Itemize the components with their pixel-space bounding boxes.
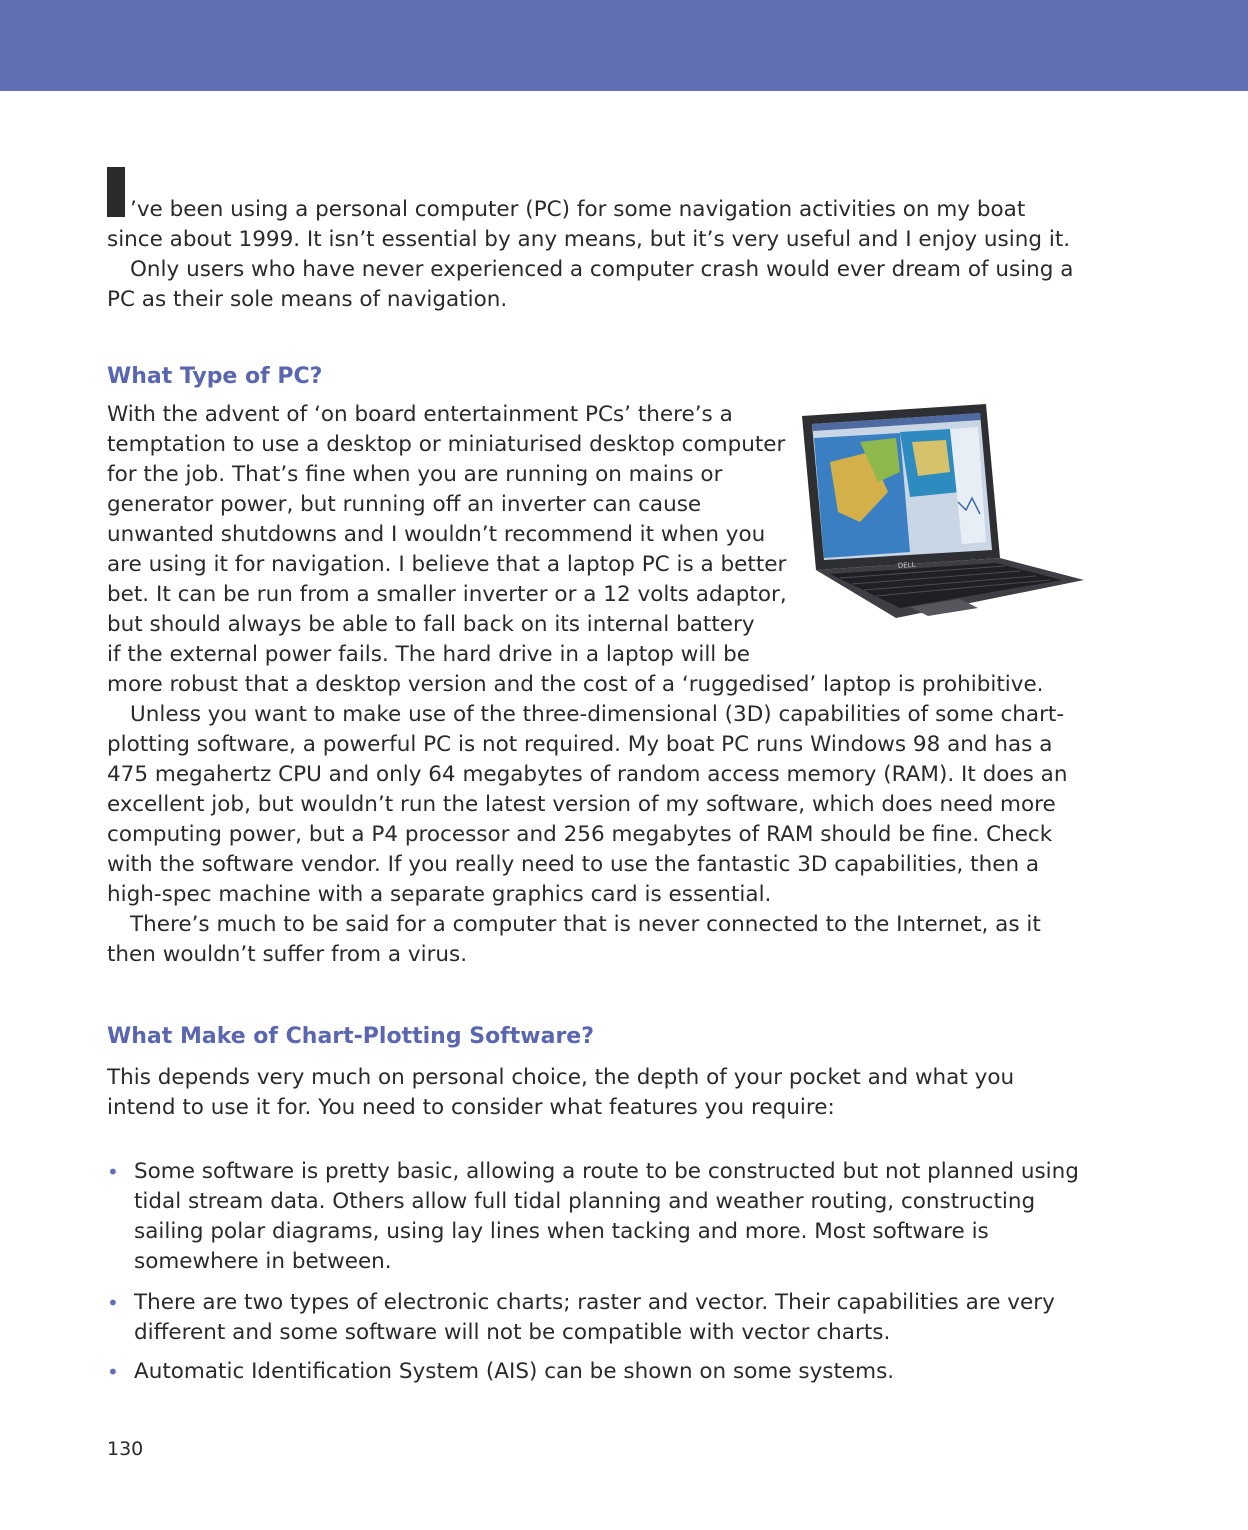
section2-intro: This depends very much on personal choice, the depth of your pocket and what you intend to use it for. You need to consider what features you require: bbox=[107, 1065, 1015, 1120]
bullet-icon: • bbox=[107, 1291, 119, 1315]
text-line: temptation to use a desktop or miniaturised desktop computer bbox=[107, 432, 786, 457]
text-line: With the advent of ‘on board entertainment PCs’ there’s a bbox=[107, 402, 733, 427]
intro-paragraph-2: Only users who have never experienced a computer crash would ever dream of using a PC as their sole means of navigation. bbox=[107, 257, 1074, 312]
list-item-text: Automatic Identification System (AIS) can be shown on some systems. bbox=[134, 1359, 895, 1384]
text-line: generator power, but running off an inverter can cause bbox=[107, 492, 702, 517]
list-item-text: There are two types of electronic charts; raster and vector. Their capabilities are very different and some software will not be compatible with vector charts. bbox=[134, 1290, 1055, 1345]
laptop-chartplotter-image bbox=[800, 402, 1086, 620]
intro-line-1: ’ve been using a personal computer (PC) for some navigation activities on my boat bbox=[130, 197, 1026, 222]
top-color-band bbox=[0, 0, 1248, 91]
section-heading-software: What Make of Chart-Plotting Software? bbox=[107, 1024, 594, 1049]
bullet-icon: • bbox=[107, 1160, 119, 1184]
section1-paragraph-3: There’s much to be said for a computer that is never connected to the Internet, as it then wouldn’t suffer from a virus. bbox=[107, 912, 1041, 967]
intro-line-2: since about 1999. It isn’t essential by any means, but it’s very useful and I enjoy using it. bbox=[107, 227, 1071, 252]
text-line: if the external power fails. The hard drive in a laptop will be bbox=[107, 642, 750, 667]
text-line: bet. It can be run from a smaller inverter or a 12 volts adaptor, bbox=[107, 582, 787, 607]
drop-cap bbox=[107, 167, 125, 217]
text-line: more robust that a desktop version and the cost of a ‘ruggedised’ laptop is prohibitive. bbox=[107, 672, 1044, 697]
bullet-icon: • bbox=[107, 1360, 119, 1384]
text-line: but should always be able to fall back on its internal battery bbox=[107, 612, 755, 637]
list-item-text: Some software is pretty basic, allowing a route to be constructed but not planned using tidal stream data. Others allow full tidal planning and weather routing, constructing sailing polar diagrams, using lay lines when tacking and more. Most software is somewhere in between. bbox=[134, 1159, 1079, 1274]
section1-paragraph-2: Unless you want to make use of the three-dimensional (3D) capabilities of some chart-plotting software, a powerful PC is not required. My boat PC runs Windows 98 and has a 475 megahertz CPU and only 64 megabytes of random access memory (RAM). It does an excellent job, but wouldn’t run the latest version of my software, which does need more computing power, but a P4 processor and 256 megabytes of RAM should be fine. Check with the software vendor. If you really need to use the fantastic 3D capabilities, then a high-spec machine with a separate graphics card is essential. bbox=[107, 702, 1068, 907]
section-heading-pc-type: What Type of PC? bbox=[107, 364, 323, 389]
text-line: unwanted shutdowns and I wouldn’t recommend it when you bbox=[107, 522, 766, 547]
text-line: for the job. That’s fine when you are running on mains or bbox=[107, 462, 723, 487]
text-line: are using it for navigation. I believe that a laptop PC is a better bbox=[107, 552, 787, 577]
laptop-brand-logo: DELL bbox=[897, 560, 916, 570]
page-number: 130 bbox=[107, 1438, 144, 1460]
